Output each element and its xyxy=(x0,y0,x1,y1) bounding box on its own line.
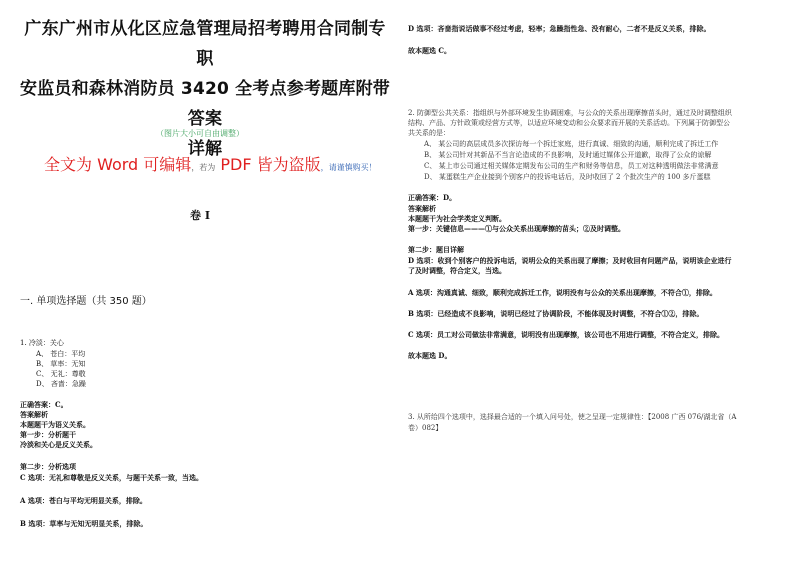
promo-word-editable: 全文为 Word 可编辑 xyxy=(44,155,192,174)
explain-line: A 选项：苍白与平均无明显关系，排除。 xyxy=(20,496,147,505)
question-stem: 结构、产品、方针政策或经营方式等，以适应环境变动和公众要求而开展的关系活动。下列属于防御型公 xyxy=(408,119,730,127)
explain-line: 第二步：题目详解 xyxy=(408,245,464,254)
explain-line: C 选项：无礼和尊敬是反义关系，与题干关系一致，当选。 xyxy=(20,473,204,482)
explain-title: 答案解析 xyxy=(408,204,436,213)
option-b: B、 某公司针对其新品不当言论造成的不良影响，及时通过媒体公开道歉，取得了公众的谅解 xyxy=(424,151,712,159)
question-stem: 1. 冷淡：关心 xyxy=(20,339,64,347)
explain-line: 第一步：分析题干 xyxy=(20,430,76,439)
promo-purchase-note: ，请谨慎购买！ xyxy=(320,163,377,172)
answer-line: 正确答案：C。 xyxy=(20,400,68,409)
question-stem: 3. 从所给四个选项中，选择最合适的一个填入问号处，使之呈现一定规律性：【2008 广西 076/湖北省（A xyxy=(408,413,737,421)
promo-pdf-warning: PDF 皆为盗版 xyxy=(220,155,321,174)
question-stem: 共关系的是： xyxy=(408,129,450,137)
option-d: D、 吝啬：急躁 xyxy=(36,380,86,388)
volume-heading: 卷 I xyxy=(190,209,210,222)
image-caption: （图片大小可自由调整） xyxy=(156,129,244,138)
option-c: C、 无礼：尊敬 xyxy=(36,370,86,378)
explain-line: 冷淡和关心是反义关系。 xyxy=(20,440,97,449)
explain-line: 第一步：关键信息———①与公众关系出现摩擦的苗头；②及时调整。 xyxy=(408,224,625,233)
explain-line: C 选项：员工对公司做法非常满意，说明没有出现摩擦，该公司也不用进行调整，不符合定义，排除。 xyxy=(408,330,725,339)
title-line: 广东广州市从化区应急管理局招考聘用合同制专职 xyxy=(24,19,386,69)
answer-line: 正确答案：D。 xyxy=(408,193,457,202)
explain-line: 了及时调整，符合定义，当选。 xyxy=(408,266,506,275)
explain-line: 本题题干为语义关系。 xyxy=(20,420,90,429)
explain-line: D 选项：收到个别客户的投诉电话，说明公众的关系出现了摩擦；及时收回有问题产品，说明该企业进行 xyxy=(408,256,732,265)
option-c: C、 某上市公司通过相关媒体定期发布公司的生产和财务等信息，员工对这种透明做法非常满意 xyxy=(424,162,719,170)
option-d: D、 某蛋糕生产企业接到个别客户的投诉电话后，及时收回了 2 个批次生产的 100 多斤蛋糕 xyxy=(424,173,711,181)
explain-line: 本题题干为社会学类定义判断。 xyxy=(408,214,506,223)
option-a: A、 苍白：平均 xyxy=(36,350,86,358)
option-b: B、 草率：无知 xyxy=(36,360,86,368)
promo-banner xyxy=(44,152,400,175)
document-title xyxy=(20,14,390,164)
promo-connector: ，若为 xyxy=(191,163,216,172)
explain-title: 答案解析 xyxy=(20,410,48,419)
carryover-line: D 选项：吝啬指说话做事不经过考虑，轻率；急躁指性急、没有耐心，二者不是反义关系，排除。 xyxy=(408,24,711,33)
explain-line: 第二步：分析选项 xyxy=(20,462,76,471)
section-heading: 一. 单项选择题（共 350 题） xyxy=(20,296,152,307)
question-stem: 2. 防御型公共关系：指组织与外部环境发生协调困难，与公众的关系出现摩擦苗头时，通过及时调整组织 xyxy=(408,109,732,117)
option-a: A、 某公司的高层成员多次探访每一个拆迁家庭，进行真诚、细致的沟通，顺利完成了拆迁工作 xyxy=(424,140,719,148)
title-line: 详解 xyxy=(187,139,223,159)
explain-line: A 选项：沟通真诚、细致，顺利完成拆迁工作，说明没有与公众的关系出现摩擦，不符合①，排除。 xyxy=(408,288,717,297)
carryover-line: 故本题选 C。 xyxy=(408,46,452,55)
question-stem: 卷）082】 xyxy=(408,424,443,432)
right-page xyxy=(400,0,800,565)
title-line: 安监员和森林消防员 3420 全考点参考题库附带答案 xyxy=(20,79,390,129)
explain-line: 故本题选 D。 xyxy=(408,351,452,360)
explain-line: B 选项：草率与无知无明显关系，排除。 xyxy=(20,519,148,528)
explain-line: B 选项：已经造成不良影响，说明已经过了协调阶段，不能体现及时调整，不符合①②，排除。 xyxy=(408,309,704,318)
